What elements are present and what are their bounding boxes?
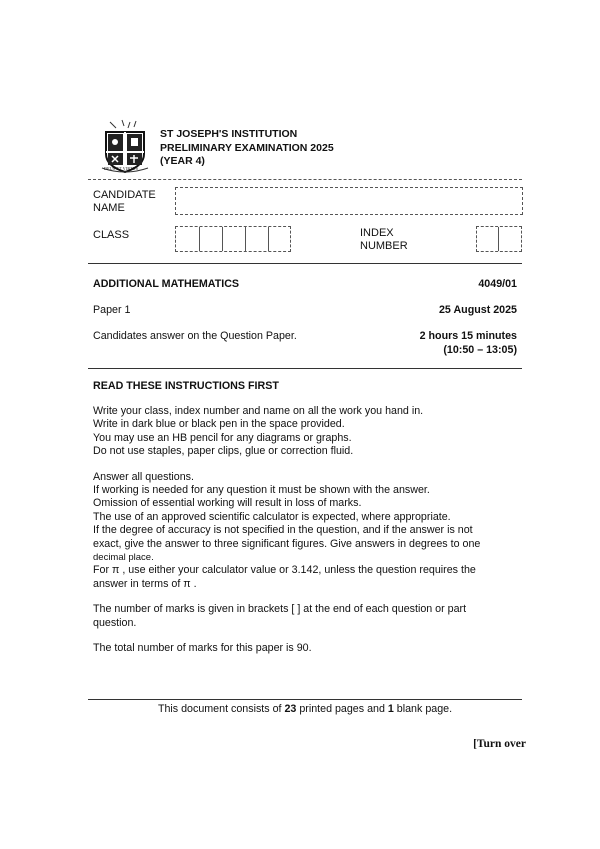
exam-year: (YEAR 4) — [160, 155, 205, 167]
instruction-line: Answer all questions. — [93, 470, 194, 483]
candidate-name-label: CANDIDATE NAME — [93, 189, 156, 214]
instructions-body — [93, 405, 523, 656]
subject-title: ADDITIONAL MATHEMATICS — [93, 278, 240, 290]
exam-title: PRELIMINARY EXAMINATION 2025 — [160, 141, 334, 154]
instruction-line: exact, give the answer to three significant figures. Give answers in degrees to one — [93, 537, 481, 550]
blank-pages-count: 1 — [387, 703, 394, 715]
turn-over-note: [Turn over — [473, 738, 526, 750]
instruction-line: Do not use staples, paper clips, glue or correction fluid. — [93, 445, 354, 458]
instruction-line: If the degree of accuracy is not specified in the question, and if the answer is not — [93, 524, 473, 537]
candidate-name-field[interactable] — [175, 187, 523, 215]
instruction-line: The total number of marks for this paper is 90. — [93, 642, 312, 655]
instruction-line: Omission of essential working will result in loss of marks. — [93, 497, 362, 510]
printed-pages-count: 23 — [284, 703, 297, 715]
instruction-line: Write your class, index number and name on all the work you hand in. — [93, 405, 424, 417]
class-cell-divider — [245, 227, 246, 251]
instruction-line: decimal place. — [93, 552, 154, 564]
answer-note: Candidates answer on the Question Paper. — [93, 330, 297, 342]
index-number-label: INDEX NUMBER — [360, 227, 408, 252]
instructions-heading: READ THESE INSTRUCTIONS FIRST — [93, 380, 279, 392]
instruction-line: If working is needed for any question it must be shown with the answer. — [93, 484, 430, 497]
index-cell-divider — [498, 227, 499, 251]
class-field[interactable] — [175, 226, 291, 252]
candidate-section-divider — [88, 263, 522, 264]
crest-motto: DEUS ET VIRTUS — [104, 166, 139, 171]
instruction-line: The use of an approved scientific calculator is expected, where appropriate. — [93, 510, 451, 523]
instruction-line: For π , use either your calculator value or 3.142, unless the question requires the — [93, 564, 476, 577]
instruction-line: question. — [93, 616, 137, 629]
paper-number: Paper 1 — [93, 304, 131, 316]
class-cell-divider — [199, 227, 200, 251]
instruction-line: answer in terms of π . — [93, 577, 197, 590]
school-name: ST JOSEPH'S INSTITUTION — [160, 128, 298, 140]
instruction-line: You may use an HB pencil for any diagrams or graphs. — [93, 431, 352, 444]
footer-divider — [88, 699, 522, 700]
paper-info-divider — [88, 368, 522, 369]
exam-date: 25 August 2025 — [438, 304, 517, 316]
paper-code: 4049/01 — [478, 278, 517, 290]
exam-duration: 2 hours 15 minutes — [419, 330, 517, 342]
school-crest-logo — [100, 118, 150, 174]
instruction-line: Write in dark blue or black pen in the space provided. — [93, 418, 345, 431]
school-header — [160, 128, 334, 169]
index-number-field[interactable] — [476, 226, 522, 252]
exam-time: (10:50 – 13:05) — [443, 344, 517, 356]
class-cell-divider — [268, 227, 269, 251]
class-cell-divider — [222, 227, 223, 251]
page-count-note: This document consists of 23 printed pages and 1 blank page. — [157, 703, 453, 715]
header-divider — [88, 179, 522, 180]
instruction-line: The number of marks is given in brackets [ ] at the end of each question or part — [93, 603, 467, 616]
class-label: CLASS — [93, 229, 130, 241]
